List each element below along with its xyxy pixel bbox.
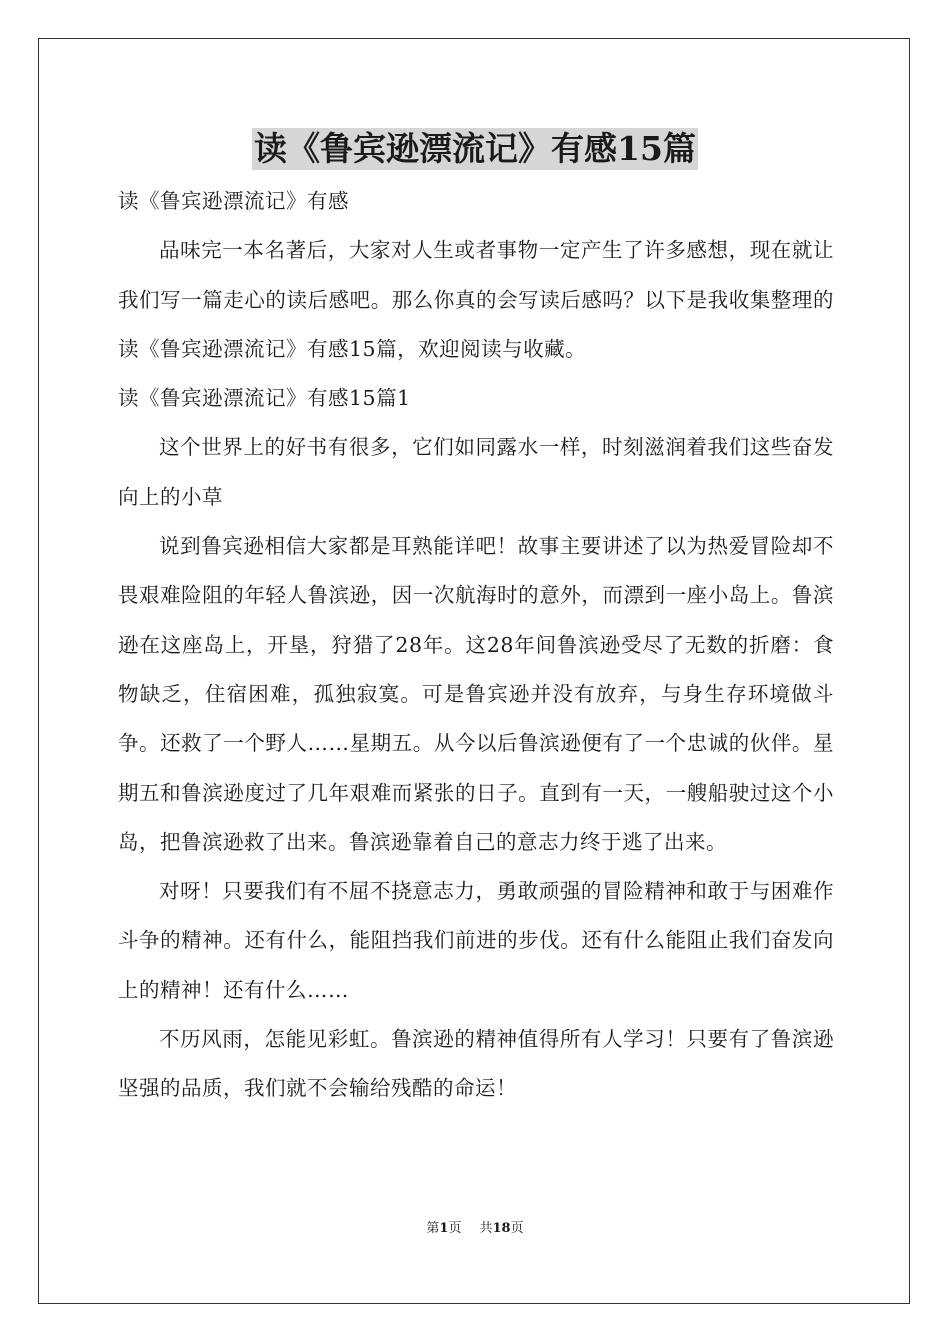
page-prefix: 第 [426, 1221, 440, 1236]
page-footer [0, 1220, 950, 1238]
paragraph: 读《鲁宾逊漂流记》有感 [118, 189, 349, 213]
paragraph: 说到鲁宾逊相信大家都是耳熟能详吧！故事主要讲述了以为热爱冒险却不畏艰难险阻的年轻人鲁滨逊，因一次航海时的意外，而漂到一座小岛上。鲁滨逊在这座岛上，开垦，狩猎了28年。这28年间鲁滨逊受尽了无数的折磨：食物缺乏，住宿困难，孤独寂寞。可是鲁宾逊并没有放弃，与身生存环境做斗争。还救了一个野人……星期五。从今以后鲁滨逊便有了一个忠诚的伙伴。星期五和鲁滨逊度过了几年艰难而紧张的日子。直到有一天，一艘船驶过这个小岛，把鲁滨逊救了出来。鲁滨逊靠着自己的意志力终于逃了出来。 [118, 534, 834, 854]
page-suffix: 页 [448, 1221, 462, 1236]
total-suffix: 页 [510, 1221, 524, 1236]
paragraph: 这个世界上的好书有很多，它们如同露水一样，时刻滋润着我们这些奋发向上的小草 [118, 435, 834, 509]
paragraph: 品味完一本名著后，大家对人生或者事物一定产生了许多感想，现在就让我们写一篇走心的读后感吧。那么你真的会写读后感吗？以下是我收集整理的读《鲁宾逊漂流记》有感15篇，欢迎阅读与收藏。 [118, 238, 834, 361]
current-page-number: 1 [439, 1221, 449, 1236]
paragraph: 不历风雨，怎能见彩虹。鲁滨逊的精神值得所有人学习！只要有了鲁滨逊坚强的品质，我们就不会输给残酷的命运！ [118, 1027, 834, 1101]
document-body [118, 177, 834, 1114]
total-prefix: 共 [479, 1221, 493, 1236]
title-container [0, 128, 950, 170]
section-heading: 读《鲁宾逊漂流记》有感15篇1 [118, 386, 411, 411]
paragraph: 对呀！只要我们有不屈不挠意志力，勇敢顽强的冒险精神和敢于与困难作斗争的精神。还有什么，能阻挡我们前进的步伐。还有什么能阻止我们奋发向上的精神！还有什么…… [118, 879, 834, 1002]
document-title: 读《鲁宾逊漂流记》有感15篇 [254, 129, 696, 168]
total-pages-number: 18 [492, 1221, 511, 1236]
